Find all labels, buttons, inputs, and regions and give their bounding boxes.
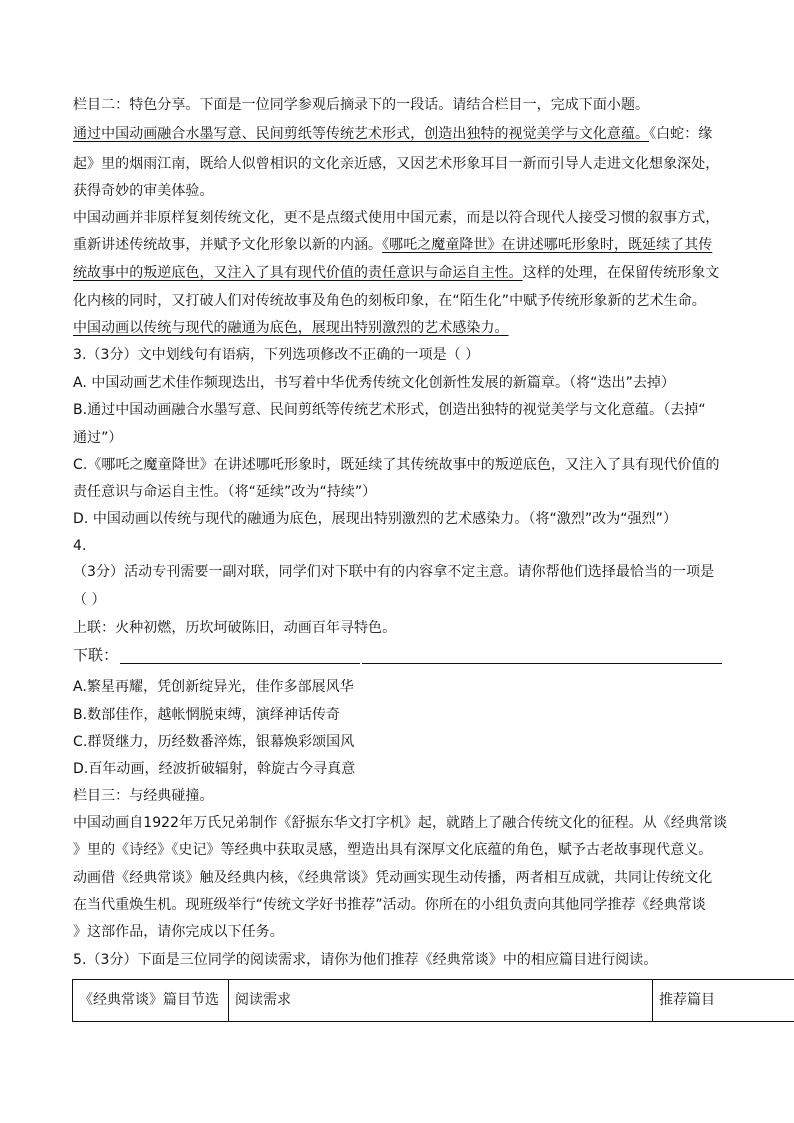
underlined-sentence: 通过中国动画融合水墨写意、民间剪纸等传统艺术形式，创造出独特的视觉美学与文化意蕴。 <box>73 126 650 142</box>
underlined-sentence: 《哪吒之魔童降世》在讲述哪吒形象时，既延续了其传 <box>382 237 713 253</box>
passage-line: 统故事中的叛逆底色，又注入了具有现代价值的责任意识与命运自主性。这样的处理，在保留传统形象文 <box>73 265 720 281</box>
section3-heading: 栏目三：与经典碰撞。 <box>73 788 214 804</box>
answer-blank[interactable] <box>120 663 360 664</box>
table-header-cell: 推荐篇目 <box>653 980 794 1022</box>
q3-option-c-cont: 责任意识与命运自主性。（将“延续”改为“持续”） <box>73 484 377 500</box>
q3-option-b-cont: 通过”） <box>73 430 123 446</box>
answer-blank[interactable] <box>362 663 722 664</box>
q3-stem: 3.（3分）文中划线句有语病，下列选项修改不正确的一项是（ ） <box>73 347 480 363</box>
q4-stem: （3分）活动专刊需要一副对联，同学们对下联中有的内容拿不定主意。请你帮他们选择最恰当的一项是 <box>73 564 715 580</box>
passage-line: 》里的《诗经》《史记》等经典中获取灵感，塑造出具有深厚文化底蕴的角色，赋予古老故事现代意义。 <box>73 842 713 858</box>
section2-heading: 栏目二：特色分享。下面是一位同学参观后摘录下的一段话。请结合栏目一，完成下面小题。 <box>73 97 650 113</box>
q4-number: 4. <box>73 538 87 554</box>
passage-line: 获得奇妙的审美体验。 <box>73 183 214 199</box>
table-header-cell: 阅读需求 <box>229 980 653 1022</box>
passage-line <box>73 318 509 338</box>
passage-line: 中国动画并非原样复刻传统文化，更不是点缀式使用中国元素，而是以符合现代人接受习惯的叙事方式， <box>73 210 720 226</box>
q3-option-b: B.通过中国动画融合水墨写意、民间剪纸等传统艺术形式，创造出独特的视觉美学与文化意蕴。（去掉“ <box>73 402 706 418</box>
underlined-sentence: 统故事中的叛逆底色，又注入了具有现代价值的责任意识与命运自主性。 <box>73 265 523 281</box>
passage-line: 动画借《经典常谈》触及经典内核，《经典常谈》凭动画实现生动传播，两者相互成就，共同让传统文化 <box>73 870 713 886</box>
table-header-row <box>73 980 794 1022</box>
q4-option-b: B.数部佳作，越帐惘脱束缚，演绎神话传奇 <box>73 707 341 723</box>
q4-stem-cont: （ ） <box>73 592 106 608</box>
couplet-upper: 上联：火种初燃，历坎坷破陈旧，动画百年寻特色。 <box>73 620 397 636</box>
passage-line: 化内核的同时，又打破人们对传统故事及角色的刻板印象，在“陌生化”中赋予传统形象新的艺术生命。 <box>73 293 706 309</box>
passage-line: 在当代重焕生机。现班级举行“传统文学好书推荐”活动。你所在的小组负责向其他同学推荐《经典常谈 <box>73 897 706 913</box>
passage-line: 重新讲述传统故事，并赋予文化形象以新的内涵。《哪吒之魔童降世》在讲述哪吒形象时，既延续了其传 <box>73 237 713 253</box>
q4-option-a: A.繁星再耀，凭创新绽异光，佳作多部展风华 <box>73 679 354 695</box>
q4-option-d: D.百年动画，经波折破辐射，斡旋古今寻真意 <box>73 761 356 777</box>
q5-stem: 5.（3分）下面是三位同学的阅读需求，请你为他们推荐《经典常谈》中的相应篇目进行阅读。 <box>73 952 658 968</box>
q3-option-a: A. 中国动画艺术佳作频现迭出，书写着中华优秀传统文化创新性发展的新篇章。（将“迭出”去掉） <box>73 375 676 391</box>
q3-option-c: C.《哪吒之魔童降世》在讲述哪吒形象时，既延续了其传统故事中的叛逆底色，又注入了具有现代价值的 <box>73 457 720 473</box>
passage-line: 》这部作品，请你完成以下任务。 <box>73 924 284 940</box>
underlined-sentence: 中国动画以传统与现代的融通为底色，展现出特别激烈的艺术感染力。 <box>73 320 509 336</box>
q4-option-c: C.群贤继力，历经数番淬炼，银幕焕彩颂国风 <box>73 734 355 750</box>
couplet-lower-label: 下联： <box>73 646 119 664</box>
passage-line: 中国动画自1922年万氏兄弟制作《舒振东华文打字机》起，就踏上了融合传统文化的征程。从《经典常谈 <box>73 815 728 831</box>
recommendation-table <box>72 979 794 1022</box>
q3-option-d: D. 中国动画以传统与现代的融通为底色，展现出特别激烈的艺术感染力。（将“激烈”改为“强烈”） <box>73 511 678 527</box>
passage-line: 起》里的烟雨江南，既给人似曾相识的文化亲近感，又因艺术形象耳目一新而引导人走进文化想象深处， <box>73 156 720 172</box>
passage-line: 通过中国动画融合水墨写意、民间剪纸等传统艺术形式，创造出独特的视觉美学与文化意蕴。《白蛇：缘 <box>73 126 713 142</box>
table-header-cell: 《经典常谈》篇目节选 <box>73 980 229 1022</box>
